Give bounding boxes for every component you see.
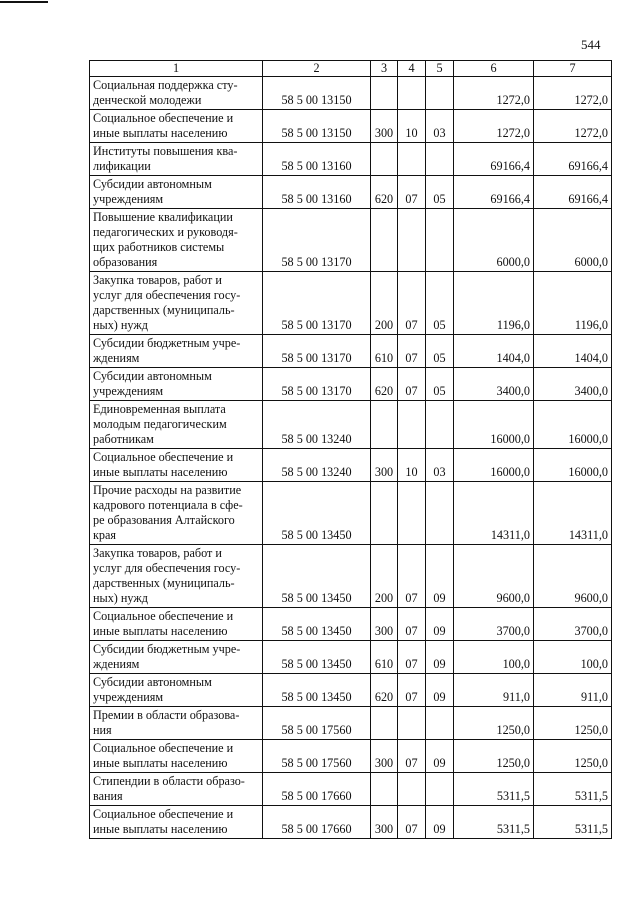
amount-cell: 5311,5 <box>534 806 612 839</box>
item-name-cell <box>90 608 263 641</box>
table-row <box>90 608 612 641</box>
table-header-row <box>90 61 612 77</box>
section-cell: 07 <box>398 740 426 773</box>
item-name-cell <box>90 77 263 110</box>
item-name-line: Закупка товаров, работ и <box>93 546 222 560</box>
budget-code-cell: 58 5 00 13450 <box>263 545 371 608</box>
amount-cell: 3400,0 <box>454 368 534 401</box>
amount-cell: 1196,0 <box>454 272 534 335</box>
budget-code-cell: 58 5 00 13170 <box>263 335 371 368</box>
header-cell: 6 <box>454 61 534 77</box>
amount-cell: 16000,0 <box>534 401 612 449</box>
item-name-cell <box>90 773 263 806</box>
section-cell: 07 <box>398 368 426 401</box>
amount-cell: 911,0 <box>454 674 534 707</box>
section-cell: 10 <box>398 110 426 143</box>
expense-type-cell: 620 <box>371 674 398 707</box>
item-name-line: Субсидии бюджетным учре- <box>93 336 241 350</box>
item-name-line: молодым педагогическим <box>93 417 227 431</box>
expense-type-cell <box>371 143 398 176</box>
header-cell: 7 <box>534 61 612 77</box>
expense-type-cell <box>371 401 398 449</box>
item-name-cell <box>90 707 263 740</box>
budget-code-cell: 58 5 00 13450 <box>263 608 371 641</box>
item-name-line: Стипендии в области образо- <box>93 774 245 788</box>
budget-code-cell: 58 5 00 13150 <box>263 77 371 110</box>
amount-cell: 1272,0 <box>454 110 534 143</box>
expense-type-cell: 300 <box>371 806 398 839</box>
expense-type-cell: 300 <box>371 608 398 641</box>
item-name-line: ных) нужд <box>93 318 148 332</box>
subsection-cell: 09 <box>426 545 454 608</box>
subsection-cell <box>426 707 454 740</box>
item-name-line: ждениям <box>93 351 140 365</box>
amount-cell: 911,0 <box>534 674 612 707</box>
item-name-cell <box>90 674 263 707</box>
budget-code-cell: 58 5 00 13450 <box>263 641 371 674</box>
section-cell <box>398 209 426 272</box>
expense-type-cell <box>371 482 398 545</box>
item-name-cell <box>90 401 263 449</box>
expense-type-cell: 200 <box>371 545 398 608</box>
expense-type-cell: 300 <box>371 110 398 143</box>
amount-cell: 1250,0 <box>454 707 534 740</box>
amount-cell: 14311,0 <box>534 482 612 545</box>
item-name-line: ждениям <box>93 657 140 671</box>
subsection-cell: 05 <box>426 335 454 368</box>
item-name-line: учреждениям <box>93 192 164 206</box>
expense-type-cell <box>371 209 398 272</box>
item-name-cell <box>90 110 263 143</box>
item-name-line: Прочие расходы на развитие <box>93 483 242 497</box>
table-row <box>90 335 612 368</box>
section-cell: 07 <box>398 272 426 335</box>
item-name-line: кадрового потенциала в сфе- <box>93 498 243 512</box>
table-row <box>90 773 612 806</box>
item-name-line: иные выплаты населению <box>93 822 228 836</box>
item-name-line: иные выплаты населению <box>93 756 228 770</box>
amount-cell: 1404,0 <box>454 335 534 368</box>
amount-cell: 3400,0 <box>534 368 612 401</box>
expense-type-cell: 300 <box>371 740 398 773</box>
item-name-line: денческой молодежи <box>93 93 202 107</box>
subsection-cell: 09 <box>426 608 454 641</box>
section-cell: 10 <box>398 449 426 482</box>
budget-code-cell: 58 5 00 13150 <box>263 110 371 143</box>
table-row <box>90 272 612 335</box>
subsection-cell: 05 <box>426 176 454 209</box>
item-name-line: Субсидии автономным <box>93 177 212 191</box>
item-name-line: образования <box>93 255 158 269</box>
table-row <box>90 707 612 740</box>
budget-code-cell: 58 5 00 17660 <box>263 773 371 806</box>
item-name-cell <box>90 449 263 482</box>
section-cell <box>398 77 426 110</box>
item-name-line: Субсидии автономным <box>93 369 212 383</box>
table-row <box>90 482 612 545</box>
table-row <box>90 77 612 110</box>
budget-code-cell: 58 5 00 17560 <box>263 740 371 773</box>
amount-cell: 1272,0 <box>534 110 612 143</box>
subsection-cell: 09 <box>426 641 454 674</box>
expense-type-cell: 620 <box>371 368 398 401</box>
top-rule <box>0 1 48 3</box>
section-cell: 07 <box>398 674 426 707</box>
item-name-cell <box>90 272 263 335</box>
amount-cell: 6000,0 <box>534 209 612 272</box>
item-name-line: Закупка товаров, работ и <box>93 273 222 287</box>
item-name-cell <box>90 368 263 401</box>
budget-code-cell: 58 5 00 13240 <box>263 401 371 449</box>
item-name-line: Премии в области образова- <box>93 708 240 722</box>
item-name-line: вания <box>93 789 123 803</box>
table-row <box>90 740 612 773</box>
section-cell <box>398 401 426 449</box>
header-cell: 4 <box>398 61 426 77</box>
item-name-cell <box>90 482 263 545</box>
amount-cell: 16000,0 <box>454 401 534 449</box>
header-cell: 3 <box>371 61 398 77</box>
section-cell: 07 <box>398 806 426 839</box>
item-name-line: ре образования Алтайского <box>93 513 235 527</box>
item-name-line: края <box>93 528 117 542</box>
subsection-cell: 03 <box>426 110 454 143</box>
section-cell <box>398 482 426 545</box>
amount-cell: 1250,0 <box>534 740 612 773</box>
table-row <box>90 449 612 482</box>
item-name-line: щих работников системы <box>93 240 225 254</box>
subsection-cell <box>426 143 454 176</box>
subsection-cell <box>426 482 454 545</box>
subsection-cell: 05 <box>426 272 454 335</box>
subsection-cell <box>426 773 454 806</box>
item-name-line: Социальное обеспечение и <box>93 741 234 755</box>
item-name-line: Социальное обеспечение и <box>93 450 234 464</box>
section-cell <box>398 773 426 806</box>
header-cell: 1 <box>90 61 263 77</box>
amount-cell: 69166,4 <box>454 143 534 176</box>
expense-type-cell <box>371 773 398 806</box>
amount-cell: 1196,0 <box>534 272 612 335</box>
table-row <box>90 209 612 272</box>
expense-type-cell: 300 <box>371 449 398 482</box>
budget-code-cell: 58 5 00 13170 <box>263 368 371 401</box>
budget-code-cell: 58 5 00 13170 <box>263 272 371 335</box>
page-number: 544 <box>581 37 601 52</box>
item-name-line: Единовременная выплата <box>93 402 226 416</box>
subsection-cell: 03 <box>426 449 454 482</box>
amount-cell: 69166,4 <box>534 176 612 209</box>
item-name-line: учреждениям <box>93 384 164 398</box>
section-cell: 07 <box>398 335 426 368</box>
amount-cell: 9600,0 <box>454 545 534 608</box>
budget-code-cell: 58 5 00 13450 <box>263 482 371 545</box>
subsection-cell: 05 <box>426 368 454 401</box>
table-row <box>90 641 612 674</box>
item-name-line: ных) нужд <box>93 591 148 605</box>
item-name-line: иные выплаты населению <box>93 126 228 140</box>
amount-cell: 3700,0 <box>454 608 534 641</box>
section-cell: 07 <box>398 545 426 608</box>
item-name-line: иные выплаты населению <box>93 624 228 638</box>
expense-type-cell <box>371 707 398 740</box>
section-cell <box>398 707 426 740</box>
item-name-line: услуг для обеспечения госу- <box>93 561 241 575</box>
amount-cell: 100,0 <box>534 641 612 674</box>
table-row <box>90 110 612 143</box>
budget-code-cell: 58 5 00 13160 <box>263 176 371 209</box>
table-row <box>90 545 612 608</box>
subsection-cell: 09 <box>426 806 454 839</box>
item-name-cell <box>90 740 263 773</box>
expense-type-cell: 610 <box>371 335 398 368</box>
item-name-line: услуг для обеспечения госу- <box>93 288 241 302</box>
expense-type-cell: 620 <box>371 176 398 209</box>
item-name-line: Социальное обеспечение и <box>93 807 234 821</box>
amount-cell: 1272,0 <box>534 77 612 110</box>
table-row <box>90 806 612 839</box>
item-name-line: Институты повышения ква- <box>93 144 238 158</box>
budget-table <box>89 60 612 839</box>
amount-cell: 5311,5 <box>454 806 534 839</box>
budget-code-cell: 58 5 00 13450 <box>263 674 371 707</box>
subsection-cell <box>426 401 454 449</box>
header-cell: 5 <box>426 61 454 77</box>
item-name-line: работникам <box>93 432 154 446</box>
section-cell: 07 <box>398 608 426 641</box>
item-name-line: иные выплаты населению <box>93 465 228 479</box>
item-name-line: педагогических и руководя- <box>93 225 238 239</box>
amount-cell: 1272,0 <box>454 77 534 110</box>
amount-cell: 1250,0 <box>534 707 612 740</box>
item-name-line: лификации <box>93 159 151 173</box>
amount-cell: 3700,0 <box>534 608 612 641</box>
subsection-cell <box>426 209 454 272</box>
section-cell <box>398 143 426 176</box>
item-name-cell <box>90 641 263 674</box>
section-cell: 07 <box>398 176 426 209</box>
amount-cell: 5311,5 <box>454 773 534 806</box>
subsection-cell: 09 <box>426 740 454 773</box>
amount-cell: 69166,4 <box>454 176 534 209</box>
item-name-line: дарственных (муниципаль- <box>93 303 235 317</box>
amount-cell: 1250,0 <box>454 740 534 773</box>
budget-code-cell: 58 5 00 13240 <box>263 449 371 482</box>
budget-code-cell: 58 5 00 13170 <box>263 209 371 272</box>
amount-cell: 14311,0 <box>454 482 534 545</box>
expense-type-cell: 610 <box>371 641 398 674</box>
item-name-line: Социальное обеспечение и <box>93 609 234 623</box>
item-name-line: Повышение квалификации <box>93 210 233 224</box>
item-name-line: учреждениям <box>93 690 164 704</box>
subsection-cell <box>426 77 454 110</box>
table-row <box>90 674 612 707</box>
item-name-cell <box>90 176 263 209</box>
budget-code-cell: 58 5 00 17560 <box>263 707 371 740</box>
subsection-cell: 09 <box>426 674 454 707</box>
expense-type-cell <box>371 77 398 110</box>
table-row <box>90 176 612 209</box>
item-name-line: ния <box>93 723 112 737</box>
header-cell: 2 <box>263 61 371 77</box>
item-name-line: Субсидии автономным <box>93 675 212 689</box>
table-row <box>90 368 612 401</box>
item-name-cell <box>90 143 263 176</box>
amount-cell: 6000,0 <box>454 209 534 272</box>
item-name-line: дарственных (муниципаль- <box>93 576 235 590</box>
budget-code-cell: 58 5 00 17660 <box>263 806 371 839</box>
amount-cell: 9600,0 <box>534 545 612 608</box>
item-name-cell <box>90 545 263 608</box>
budget-code-cell: 58 5 00 13160 <box>263 143 371 176</box>
item-name-cell <box>90 806 263 839</box>
table-row <box>90 143 612 176</box>
item-name-cell <box>90 335 263 368</box>
amount-cell: 16000,0 <box>454 449 534 482</box>
amount-cell: 16000,0 <box>534 449 612 482</box>
amount-cell: 1404,0 <box>534 335 612 368</box>
section-cell: 07 <box>398 641 426 674</box>
amount-cell: 69166,4 <box>534 143 612 176</box>
amount-cell: 100,0 <box>454 641 534 674</box>
item-name-line: Субсидии бюджетным учре- <box>93 642 241 656</box>
item-name-line: Социальная поддержка сту- <box>93 78 238 92</box>
amount-cell: 5311,5 <box>534 773 612 806</box>
table-row <box>90 401 612 449</box>
item-name-cell <box>90 209 263 272</box>
item-name-line: Социальное обеспечение и <box>93 111 234 125</box>
expense-type-cell: 200 <box>371 272 398 335</box>
